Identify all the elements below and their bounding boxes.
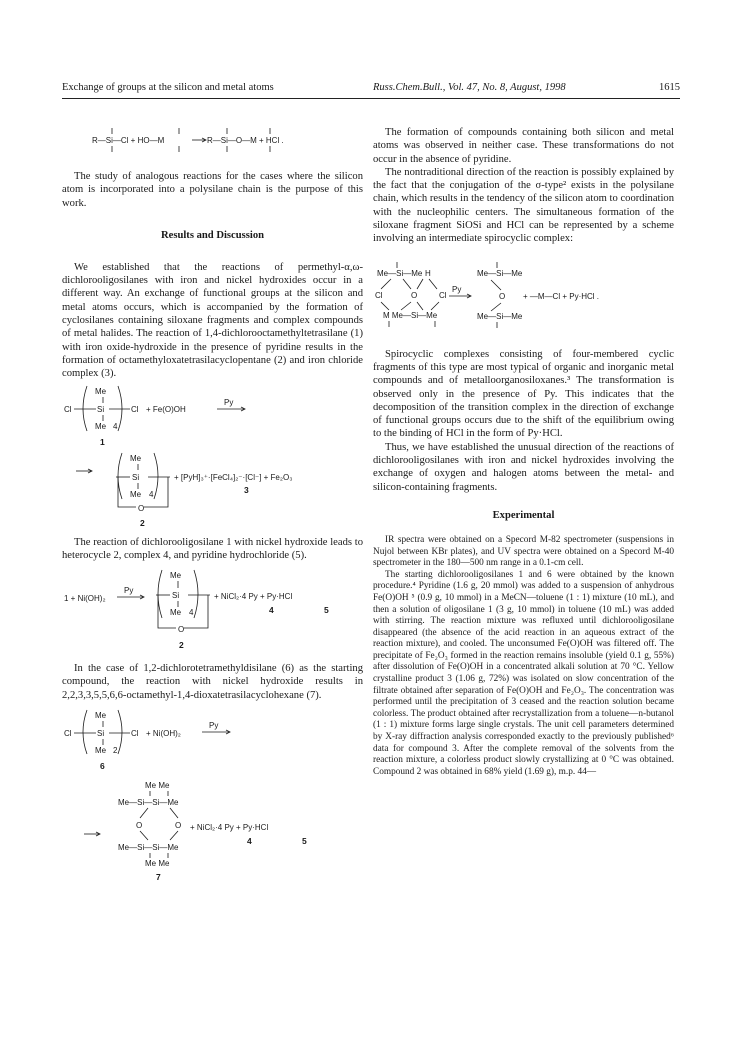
svg-text:M Me—Si—Me: M Me—Si—Me xyxy=(383,310,438,320)
svg-text:4: 4 xyxy=(113,421,118,431)
svg-text:Cl: Cl xyxy=(64,729,72,739)
scheme-reaction-3 xyxy=(62,702,363,882)
paragraph-purpose: The study of analogous reactions for the cases where the silicon atom is incorporated into a polysilane chain is the purpose of this work. xyxy=(62,171,363,209)
paragraph-conclusion: Thus, we have established the unusual direction of the reactions of dichlorooligosilanes with iron and nickel hydroxides involving the exchange of oxygen and halogen atoms between the metal- and silicon-containing fragments. xyxy=(373,441,674,493)
paragraph-spirocyclic: Spirocyclic complexes consisting of four-membered cyclic fragments of this type are most typical of organic and inorganic metal compounds and of metalloorganosiloxanes.³ The transformation is observed only in the presence of Py. This indicates that the decomposition of the transition complex in the direction of exchange of functional groups occurs due to the shift of the equilibrium owing to the binding of HCl in the form of Py·HCl. xyxy=(373,348,674,440)
svg-text:Cl: Cl xyxy=(64,404,72,414)
svg-text:Si: Si xyxy=(172,591,180,601)
svg-text:Me—Si—Me: Me—Si—Me xyxy=(477,311,523,321)
svg-text:Me: Me xyxy=(130,489,142,499)
scheme-general-exchange xyxy=(62,108,363,168)
svg-text:Cl: Cl xyxy=(375,290,383,300)
svg-text:Me Me: Me Me xyxy=(145,859,170,869)
svg-text:O: O xyxy=(175,821,182,831)
svg-text:Me: Me xyxy=(130,453,142,463)
s3-py: Py xyxy=(209,721,219,731)
s3-label-4: 4 xyxy=(247,836,252,847)
s1-label-1: 1 xyxy=(100,436,105,447)
paragraph-dioxa: In the case of 1,2-dichlorotetramethyldisilane (6) as the starting compound, the reaction with nickel hydroxide results in 2,2,3,3,5,5,6,6-octamethyl-1,4-dioxatetrasilacyclohexane (7). xyxy=(62,663,363,701)
svg-text:Me Me: Me Me xyxy=(145,781,170,791)
paragraph-formation: The formation of compounds containing both silicon and metal atoms was observed in neither case. These transformations do not occur in the absence of pyridine. xyxy=(373,127,674,165)
s2-py: Py xyxy=(124,586,134,596)
s1-py: Py xyxy=(224,397,234,407)
paragraph-procedure: The starting dichlorooligosilanes 1 and 6 were obtained by the known procedure.⁴ Pyridine (1.6 g, 20 mmol) was added to a suspension of anhydrous Fe(O)OH ⁵ (0.9 g, 10 mmol) in a MeCN—toluene (1 : 1) mixture (10 mL), and then a solution of oligosilane 1 (3 g, 10 mmol) in toluene (10 mL) was added with stirring. The reaction mixture was refluxed until dichlorooligosilane disappeared (the absence of the acid reaction in an aqueous extract of the reaction mixture), and cooled. The unconsumed Fe(O)OH was filtered off. The precipitate of Fe₂O₃ formed in the reaction remains insoluble (yield 0.1 g, 55%) after dissolution of Fe(O)OH in a concentrated alkali solution at 70 °C. Yellow crystalline product 3 (1.06 g, 72%) was isolated on slow concentration of the filtrate obtained after separation of Fe(O)OH and Fe₂O₃. The concentration was performed until the precipitation of 3 ceased and the reaction solution became colorless. The product obtained after recrystallization from a toluene—n-butanol (1 : 1) mixture forms large single crystals. The unit cell parameters determined by X-ray diffraction analysis corresponded exactly to the previously published⁶ data for compound 3. After the complete removal of the solvents from the reaction mixture, a colorless product slowly crystallizing at 0 °C was obtained. Compound 2 was obtained in 68% yield (1.69 g), m.p. 44— xyxy=(373,569,674,777)
paragraph-direction: The nontraditional direction of the reaction is possibly explained by the fact that the conjugation of the σ-type² exists in the polysilane chain, which results in the tendency of the silicon atom to coordination with the nucleophilic centers. The simultaneous formation of the siloxane fragment SiOSi and HCl can be represented by a scheme involving an intermediate spirocyclic complex: xyxy=(373,166,674,245)
s3-label-5: 5 xyxy=(302,836,307,847)
scheme-spirocyclic xyxy=(373,246,674,338)
svg-text:Me: Me xyxy=(95,421,107,431)
svg-text:2: 2 xyxy=(113,746,118,756)
svg-text:O: O xyxy=(499,291,506,301)
page-number: 1615 xyxy=(659,82,680,93)
scheme-reaction-1-label xyxy=(62,516,363,530)
svg-text:4: 4 xyxy=(189,608,194,618)
header-title: Exchange of groups at the silicon and metal atoms xyxy=(62,82,274,93)
svg-text:Cl: Cl xyxy=(439,290,447,300)
s1-label-3: 3 xyxy=(244,484,249,495)
s4-py: Py xyxy=(452,284,462,294)
s1-product: + [PyH]₃⁺·[FeCl₄]₂⁻·[Cl⁻] + Fe₂O₃ xyxy=(174,472,293,482)
s1-label-2: 2 xyxy=(140,517,145,528)
heading-experimental: Experimental xyxy=(492,509,555,521)
svg-text:O: O xyxy=(136,821,143,831)
s2-label-2: 2 xyxy=(179,640,184,651)
s4-product: + —M—Cl + Py·HCl . xyxy=(523,291,600,301)
scheme0-right: R—Si—O—M + HCl . xyxy=(207,136,284,145)
s1-reagent: + Fe(O)OH xyxy=(146,404,186,414)
s3-label-6: 6 xyxy=(100,761,105,772)
paragraph-spectra: IR spectra were obtained on a Specord M-82 spectrometer (suspensions in Nujol between KBr plates), and UV spectra were obtained on a Specord M-40 spectrometer in the 180—500 nm range in a 0.1-cm cell. xyxy=(373,534,674,569)
running-header xyxy=(62,82,680,99)
svg-text:Me: Me xyxy=(95,386,107,396)
header-journal: Russ.Chem.Bull., Vol. 47, No. 8, August, 1998 xyxy=(373,82,566,93)
svg-text:H: H xyxy=(425,268,431,278)
s3-label-7: 7 xyxy=(156,872,161,883)
paragraph-nickel: The reaction of dichlorooligosilane 1 with nickel hydroxide leads to heterocycle 2, complex 4, and pyridine hydrochloride (5). xyxy=(62,536,363,561)
svg-text:Si: Si xyxy=(97,404,105,414)
svg-text:Cl: Cl xyxy=(131,404,139,414)
svg-text:Me—Si—Si—Me: Me—Si—Si—Me xyxy=(118,798,179,808)
svg-text:Me—Si—Si—Me: Me—Si—Si—Me xyxy=(118,843,179,853)
s2-product: + NiCl₂·4 Py + Py·HCl xyxy=(214,592,293,602)
scheme-reaction-1 xyxy=(62,381,363,516)
svg-text:Me: Me xyxy=(170,571,182,581)
svg-text:O: O xyxy=(138,503,145,513)
svg-text:Me: Me xyxy=(95,711,107,721)
right-column xyxy=(373,126,674,778)
svg-text:Me—Si—Me: Me—Si—Me xyxy=(377,268,423,278)
svg-text:O: O xyxy=(411,290,418,300)
left-column xyxy=(62,108,363,882)
svg-text:4: 4 xyxy=(149,489,154,499)
svg-text:Me—Si—Me: Me—Si—Me xyxy=(477,268,523,278)
svg-text:Me: Me xyxy=(170,608,182,618)
scheme-reaction-2 xyxy=(62,562,363,652)
s3-product: + NiCl₂·4 Py + Py·HCl xyxy=(190,823,269,833)
paragraph-results: We established that the reactions of permethyl-α,ω-dichlorooligosilanes with iron and nickel hydroxides occur in a different way. An exchange of functional groups at the silicon and metal atoms occurs, which is accompanied by the formation of cyclosilanes containing siloxane fragments and complex compounds of metal halides. The reaction of 1,4-dichlorooctamethyltetrasilane (1) with iron oxide-hydroxide in the presence of pyridine results in the formation of octamethyloxatetrasilacyclopentane (2) and iron chloride complex (3). xyxy=(62,261,363,380)
s2-lhs: 1 + Ni(OH)₂ xyxy=(64,594,106,604)
svg-text:Me: Me xyxy=(95,746,107,756)
svg-text:Si: Si xyxy=(97,729,105,739)
svg-text:Si: Si xyxy=(132,472,140,482)
scheme0-left: R—Si—Cl + HO—M xyxy=(92,136,165,145)
svg-text:Cl: Cl xyxy=(131,729,139,739)
s2-label-4: 4 xyxy=(269,605,274,616)
s3-reagent: + Ni(OH)₂ xyxy=(146,729,181,739)
s2-label-5: 5 xyxy=(324,605,329,616)
heading-results: Results and Discussion xyxy=(160,229,265,241)
svg-text:O: O xyxy=(178,625,185,635)
